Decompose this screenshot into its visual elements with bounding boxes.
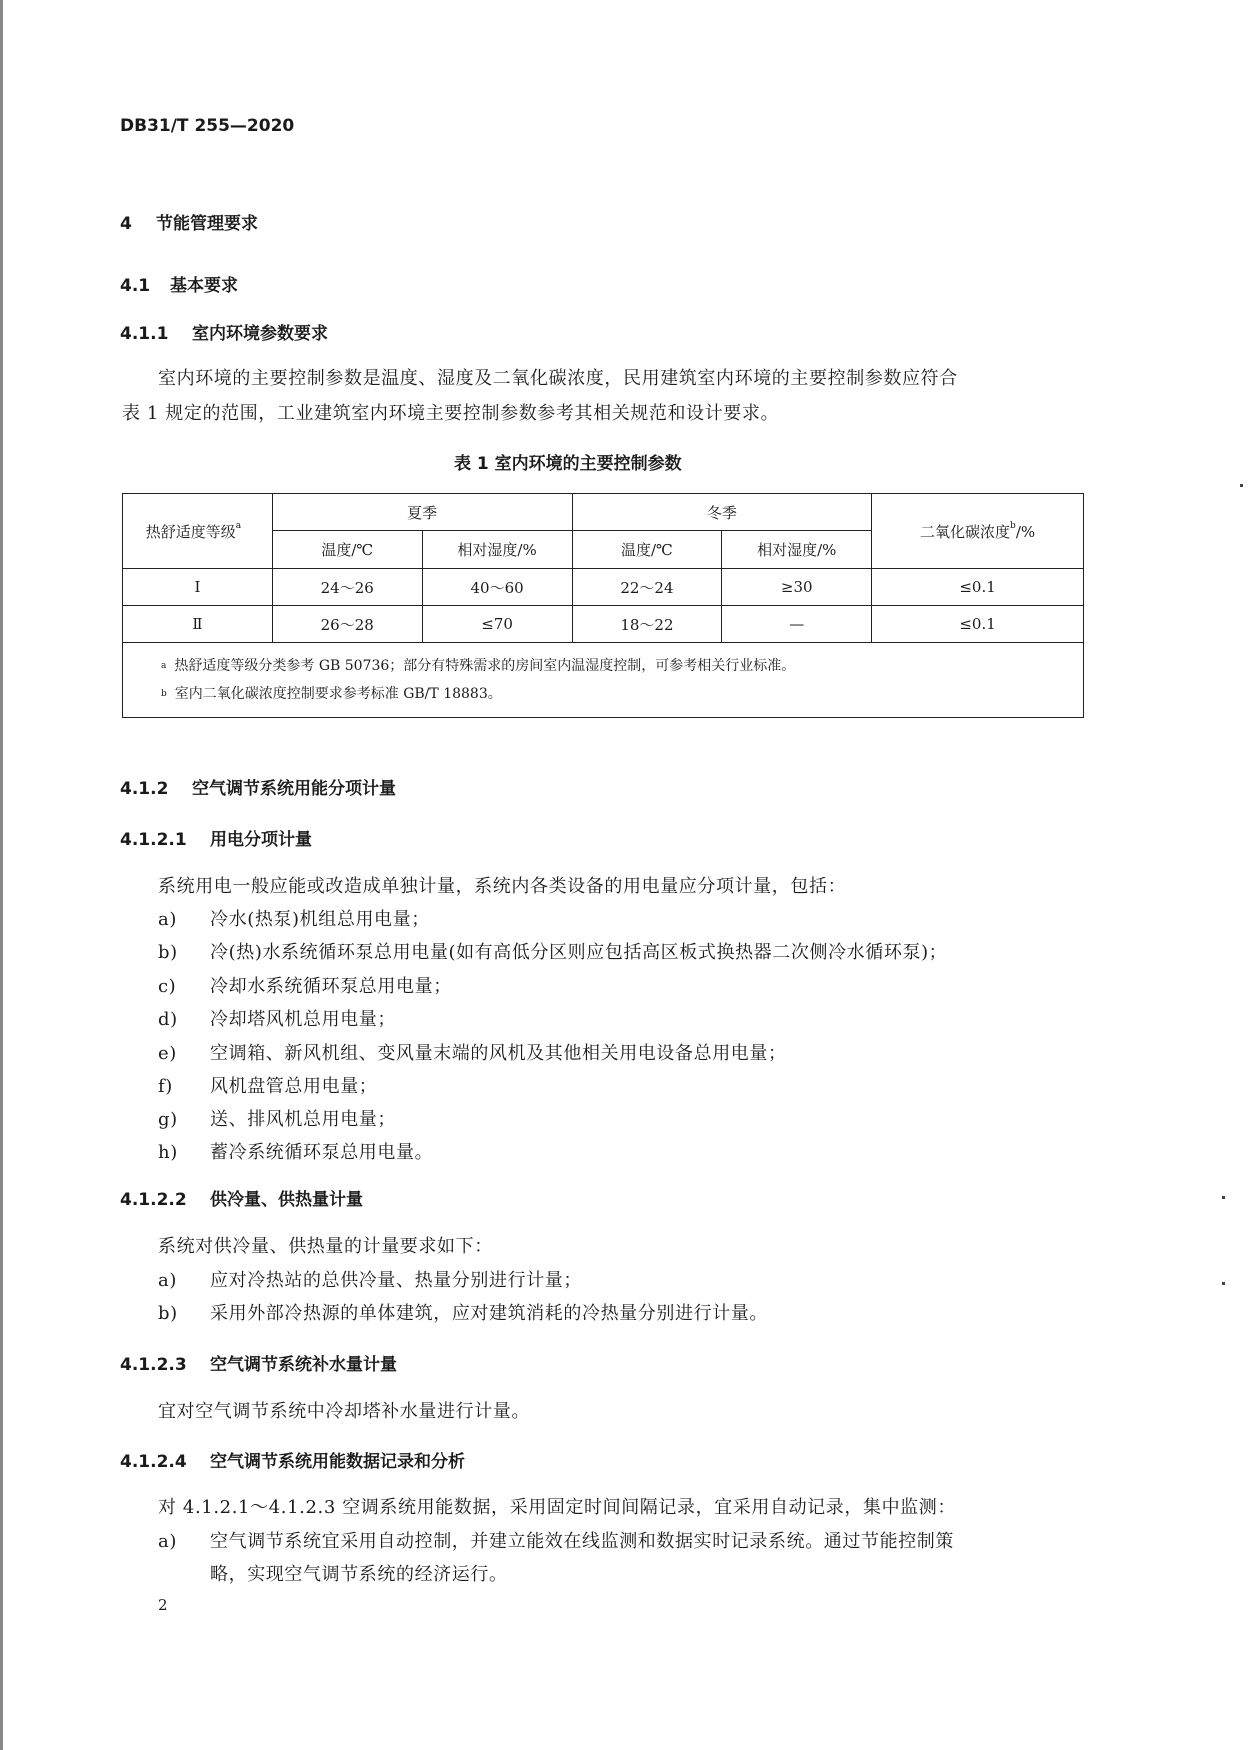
section-title: 空气调节系统补水量计量	[210, 1355, 397, 1375]
section-number: 4.1.2.4	[120, 1452, 187, 1472]
list-item: b) 采用外部冷热源的单体建筑，应对建筑消耗的冷热量分别进行计量。	[158, 1303, 768, 1324]
header-winter-rh: 相对湿度/%	[722, 531, 872, 569]
list-item: h) 蓄冷系统循环泵总用电量。	[158, 1142, 434, 1163]
page-number: 2	[158, 1596, 168, 1614]
scan-edge	[0, 0, 3, 1750]
list-item: g) 送、排风机总用电量；	[158, 1109, 396, 1130]
section-number: 4.1.1	[120, 324, 169, 344]
scan-speck	[1240, 484, 1243, 487]
list-item: e) 空调箱、新风机组、变风量末端的风机及其他相关用电设备总用电量；	[158, 1043, 787, 1064]
list-item: d) 冷却塔风机总用电量；	[158, 1009, 396, 1030]
section-number: 4	[120, 214, 132, 234]
cell-winter-temp: 22～24	[572, 569, 722, 606]
section-number: 4.1.2.3	[120, 1355, 187, 1375]
cell-summer-rh: 40～60	[422, 569, 572, 606]
section-4-1-2-4-heading	[120, 1447, 465, 1472]
cell-level: Ⅱ	[123, 606, 273, 643]
cell-level: Ⅰ	[123, 569, 273, 606]
table-row	[123, 606, 1084, 643]
header-level: 热舒适度等级$^a$	[123, 494, 273, 569]
section-4-1-2-heading	[120, 774, 396, 799]
header-summer-temp: 温度/℃	[272, 531, 422, 569]
section-title: 室内环境参数要求	[192, 324, 328, 344]
section-4-1-2-3-heading	[120, 1350, 397, 1375]
standard-code: DB31/T 255—2020	[120, 116, 295, 136]
cell-summer-temp: 26～28	[272, 606, 422, 643]
list-item-continuation: 略，实现空气调节系统的经济运行。	[210, 1564, 508, 1585]
table-caption: 表 1 室内环境的主要控制参数	[454, 454, 682, 474]
paragraph-line: 系统用电一般应能或改造成单独计量，系统内各类设备的用电量应分项计量，包括：	[158, 876, 847, 897]
list-item: f) 风机盘管总用电量；	[158, 1076, 378, 1097]
cell-winter-rh: —	[722, 606, 872, 643]
list-item: a) 应对冷热站的总供冷量、热量分别进行计量；	[158, 1270, 582, 1291]
section-title: 空气调节系统用能数据记录和分析	[210, 1452, 465, 1472]
list-item: c) 冷却水系统循环泵总用电量；	[158, 976, 452, 997]
section-title: 空气调节系统用能分项计量	[192, 779, 396, 799]
section-number: 4.1	[120, 276, 151, 296]
cell-summer-rh: ≤70	[422, 606, 572, 643]
cell-co2: ≤0.1	[872, 569, 1084, 606]
paragraph-line: 表 1 规定的范围，工业建筑室内环境主要控制参数参考其相关规范和设计要求。	[122, 403, 780, 424]
section-title: 节能管理要求	[156, 214, 258, 234]
section-number: 4.1.2.2	[120, 1190, 187, 1210]
note-a: $^a$ 热舒适度等级分类参考 GB 50736；部分有特殊需求的房间室内温湿度控制，可参考相关行业标准。	[161, 658, 796, 674]
cell-co2: ≤0.1	[872, 606, 1084, 643]
section-4-1-2-1-heading	[120, 825, 312, 850]
table-notes	[123, 643, 1084, 718]
section-4-heading	[120, 209, 258, 234]
header-winter-temp: 温度/℃	[572, 531, 722, 569]
paragraph-line: 宜对空气调节系统中冷却塔补水量进行计量。	[158, 1401, 530, 1422]
header-summer: 夏季	[272, 494, 572, 531]
list-item: a) 空气调节系统宜采用自动控制，并建立能效在线监测和数据实时记录系统。通过节能控制策	[158, 1531, 954, 1552]
note-b: $^b$ 室内二氧化碳浓度控制要求参考标准 GB/T 18883。	[161, 686, 502, 702]
section-number: 4.1.2.1	[120, 830, 187, 850]
scan-speck	[1222, 1196, 1225, 1199]
list-item: b) 冷(热)水系统循环泵总用电量(如有高低分区则应包括高区板式换热器二次侧冷水循环泵)；	[158, 942, 948, 963]
paragraph-line: 室内环境的主要控制参数是温度、湿度及二氧化碳浓度，民用建筑室内环境的主要控制参数应符合	[158, 368, 958, 389]
cell-winter-rh: ≥30	[722, 569, 872, 606]
header-winter: 冬季	[572, 494, 872, 531]
paragraph-line: 对 4.1.2.1～4.1.2.3 空调系统用能数据，采用固定时间间隔记录，宜采用自动记录，集中监测：	[158, 1497, 956, 1518]
scan-speck	[1222, 1282, 1225, 1285]
section-title: 供冷量、供热量计量	[210, 1190, 363, 1210]
section-number: 4.1.2	[120, 779, 169, 799]
section-title: 用电分项计量	[210, 830, 312, 850]
section-4-1-1-heading	[120, 319, 328, 344]
table-row	[123, 569, 1084, 606]
cell-summer-temp: 24～26	[272, 569, 422, 606]
section-title: 基本要求	[170, 276, 238, 296]
header-summer-rh: 相对湿度/%	[422, 531, 572, 569]
header-co2: 二氧化碳浓度$^b$/%	[872, 494, 1084, 569]
section-4-1-2-2-heading	[120, 1185, 363, 1210]
section-4-1-heading	[120, 271, 238, 296]
parameters-table	[122, 493, 1084, 718]
list-item: a) 冷水(热泵)机组总用电量；	[158, 909, 430, 930]
paragraph-line: 系统对供冷量、供热量的计量要求如下：	[158, 1236, 493, 1257]
cell-winter-temp: 18～22	[572, 606, 722, 643]
